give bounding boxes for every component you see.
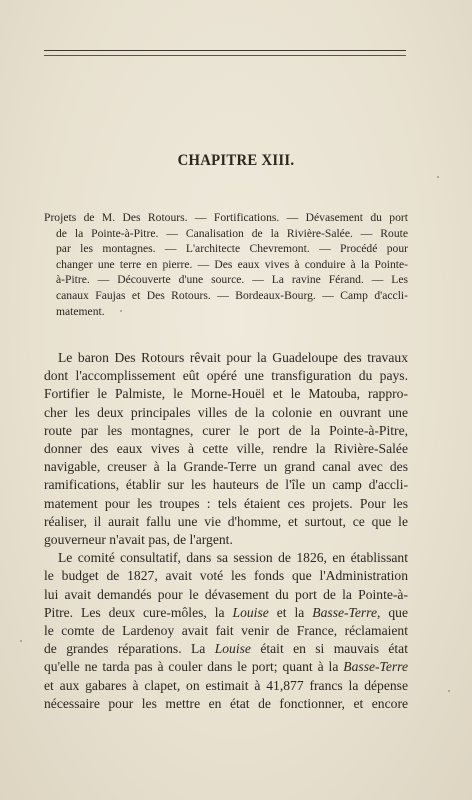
chapter-title: CHAPITRE XIII. [177,152,295,169]
body-text [44,349,408,713]
body-line: lui avait demandés pour le dévasement du port de la Pointe-à- [44,586,408,602]
summary-line: changer une terre en pierre. — Des eaux vives à conduire à la Pointe- [56,257,408,271]
body-line: matement pour les troupes : tels étaient ces projets. Pour les [44,495,408,511]
body-line: nécessaire pour les mettre en état de fonctionner, et encore [44,695,408,711]
body-line: gouverneur n'avait pas, de l'argent. [44,532,233,548]
body-line: Le baron Des Rotours rêvait pour la Guadeloupe des travaux [58,350,408,365]
body-fragment: de grandes réparations. La [44,641,215,657]
ship-name-basse-terre: Basse-Terre [312,604,377,620]
body-fragment: et la [268,604,313,620]
body-line: ramifications, établir sur les hauteurs de l'île un camp d'accli- [44,477,408,493]
ship-name-louise: Louise [214,641,251,657]
summary-line: canaux Faujas et Des Rotours. — Bordeaux-Bourg. — Camp d'accli- [56,288,408,302]
paper-speck [20,640,22,642]
header-rule-thin [44,55,406,56]
body-line: navigable, creuser à la Grande-Terre un grand canal avec des [44,459,408,475]
summary-line: matement. [56,304,105,318]
summary-line: à-Pitre. — Découverte d'une source. — La ravine Férand. — Les [56,273,408,287]
body-fragment: Pitre. Les deux cure-môles, la [44,604,233,620]
body-line: Fortifier le Palmiste, le Morne-Houël et le Matouba, rappro- [44,386,408,402]
summary-line: de la Pointe-à-Pitre. — Canalisation de la Rivière-Salée. — Route [56,226,408,240]
body-line: le budget de 1827, avait voté les fonds que l'Administration [44,568,408,584]
header-rule-thick [44,50,406,51]
body-line: donner des eaux vives à cette ville, rendre la Rivière-Salée [44,441,408,457]
body-line: Le comité consultatif, dans sa session de 1826, en établissant [58,550,408,566]
body-line [44,604,408,622]
paper-speck [448,690,450,692]
summary-line: par les montagnes. — L'architecte Chevremont. — Procédé pour [56,242,408,256]
ship-name-basse-terre: Basse-Terre [343,659,408,675]
body-line: et aux gabares à clapet, on estimait à 41,877 francs la dépense [44,677,408,693]
paper-speck [437,176,439,178]
body-line: cher les deux principales villes de la colonie en ouvrant une [44,404,408,420]
chapter-summary [44,210,408,319]
body-line: dont l'accomplissement eût opéré une transfiguration du pays. [44,368,408,384]
body-fragment: qu'elle ne tarda pas à couler dans le port; quant à la [44,659,344,675]
body-line: route par les montagnes, curer le port de la Pointe-à-Pitre, [44,422,408,438]
body-line [44,640,408,658]
body-line: réaliser, il aurait fallu une vie d'homme, et surtout, ce que le [44,513,408,529]
body-fragment: , que [377,604,408,620]
body-line [44,658,408,676]
paper-speck [120,310,122,312]
body-fragment: était en si mauvais état [250,641,408,657]
ship-name-louise: Louise [232,604,269,620]
summary-line: Projets de M. Des Rotours. — Fortifications. — Dévasement du port [44,211,408,224]
body-line: le comte de Lardenoy avait fait venir de France, réclamaient [44,623,408,639]
